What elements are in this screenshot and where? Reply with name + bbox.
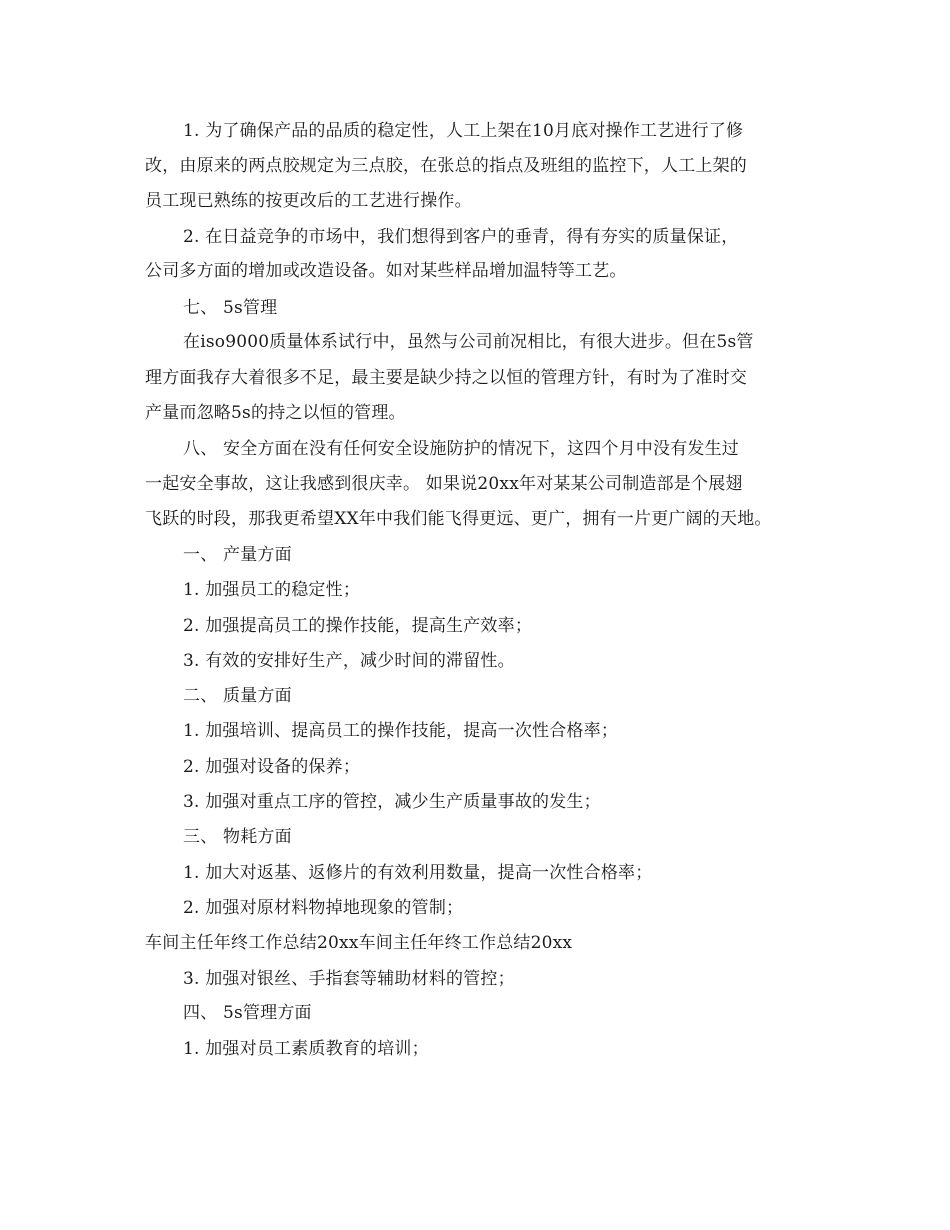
paragraph-3-line-3: 产量而忽略5s的持之以恒的管理。 — [145, 403, 406, 423]
list-item: 3. 加强对银丝、手指套等辅助材料的管控； — [183, 969, 515, 989]
paragraph-1-line-3: 员工现已熟练的按更改后的工艺进行操作。 — [145, 191, 472, 211]
paragraph-3-line-1: 在iso9000质量体系试行中，虽然与公司前况相比，有很大进步。但在5s管 — [183, 332, 754, 352]
list-item: 1. 加强员工的稳定性； — [183, 580, 361, 600]
list-item: 3. 加强对重点工序的管控，减少生产质量事故的发生； — [183, 792, 601, 812]
list-item: 2. 加强对设备的保养； — [183, 757, 361, 777]
list-item: 3. 有效的安排好生产，减少时间的滞留性。 — [183, 651, 515, 671]
paragraph-3-line-2: 理方面我存大着很多不足，最主要是缺少持之以恒的管理方针，有时为了准时交 — [145, 368, 747, 388]
paragraph-2-line-1: 2. 在日益竞争的市场中，我们想得到客户的垂青，得有夯实的质量保证， — [183, 227, 739, 247]
list-item: 1. 加大对返基、返修片的有效利用数量，提高一次性合格率； — [183, 863, 653, 883]
list-item: 1. 加强培训、提高员工的操作技能，提高一次性合格率； — [183, 721, 619, 741]
paragraph-1-line-1: 1. 为了确保产品的品质的稳定性，人工上架在10月底对操作工艺进行了修 — [183, 121, 744, 141]
paragraph-2-line-2: 公司多方面的增加或改造设备。如对某些样品增加温特等工艺。 — [145, 261, 627, 281]
list-item: 2. 加强提高员工的操作技能，提高生产效率； — [183, 616, 533, 636]
section-heading-2: 二、 质量方面 — [183, 686, 292, 706]
paragraph-1-line-2: 改，由原来的两点胶规定为三点胶，在张总的指点及班组的监控下，人工上架的 — [145, 156, 747, 176]
inline-title-note: 车间主任年终工作总结20xx车间主任年终工作总结20xx — [145, 933, 573, 953]
section-heading-3: 三、 物耗方面 — [183, 827, 292, 847]
list-item: 1. 加强对员工素质教育的培训； — [183, 1039, 429, 1059]
paragraph-4-line-1: 八、 安全方面在没有任何安全设施防护的情况下，这四个月中没有发生过 — [183, 439, 740, 459]
paragraph-4-line-3: 飞跃的时段，那我更希望XX年中我们能飞得更远、更广，拥有一片更广阔的天地。 — [145, 509, 772, 529]
section-heading-1: 一、 产量方面 — [183, 545, 292, 565]
section-heading-4: 四、 5s管理方面 — [183, 1003, 312, 1023]
list-item: 2. 加强对原材料物掉地现象的管制； — [183, 898, 464, 918]
paragraph-4-line-2: 一起安全事故，这让我感到很庆幸。 如果说20xx年对某某公司制造部是个展翅 — [145, 474, 743, 494]
section-heading-7: 七、 5s管理 — [183, 298, 278, 318]
